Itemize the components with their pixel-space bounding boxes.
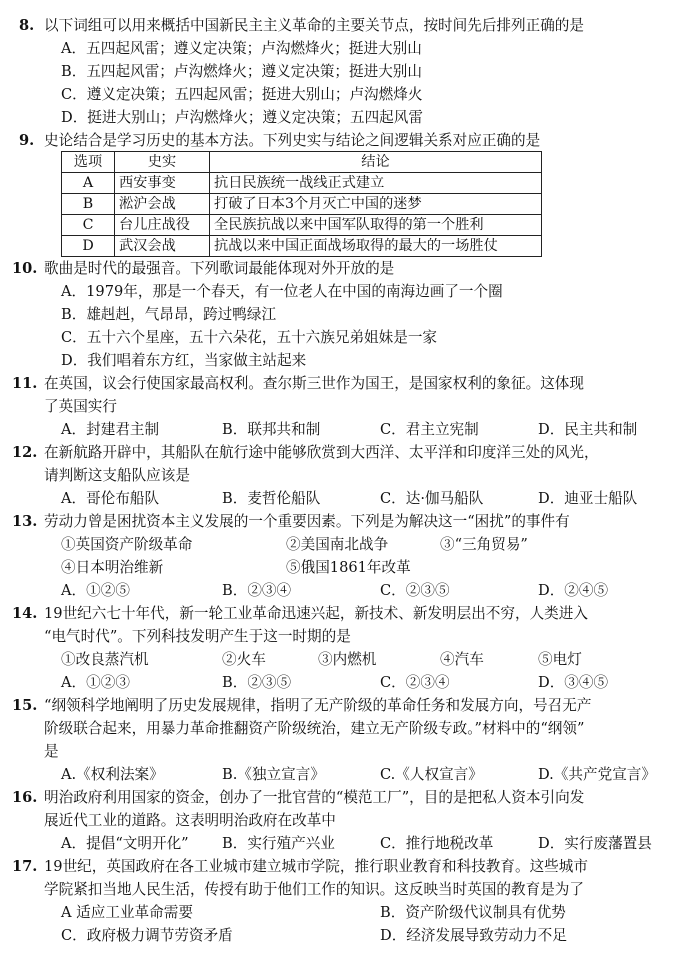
question-17-stem: 19世纪，英国政府在各工业城市建立城市学院，推行职业教育和科技教育。这些城市 [44, 858, 588, 875]
question-14-number: 14. [12, 605, 38, 622]
question-13-item-5: ⑤俄国1861年改革 [286, 559, 411, 576]
question-11-number: 11. [12, 375, 38, 392]
question-14-item-2: ②火车 [222, 651, 266, 668]
table-header: 史实 [115, 152, 210, 173]
question-12-option-a: A．哥伦布船队 [61, 490, 160, 507]
question-15-option-a: A.《权利法案》 [61, 766, 164, 783]
question-15-stem-cont: 阶级联合起来，用暴力革命推翻资产阶级统治，建立无产阶级专政。”材料中的“纲领” [44, 720, 585, 737]
table-cell: 抗战以来中国正面战场取得的最大的一场胜仗 [210, 236, 542, 257]
question-13-item-4: ④日本明治维新 [61, 559, 164, 576]
question-17-option-a: A 适应工业革命需要 [61, 904, 193, 921]
question-14-item-1: ①改良蒸汽机 [61, 651, 149, 668]
question-12-number: 12. [12, 444, 38, 461]
question-16-option-d: D．实行废藩置县 [538, 835, 652, 852]
question-17-number: 17. [12, 858, 38, 875]
question-11-option-c: C．君主立宪制 [380, 421, 479, 438]
question-16-option-a: A．提倡“文明开化” [61, 835, 189, 852]
question-15-stem-end: 是 [44, 743, 59, 760]
question-9-number: 9. [19, 132, 35, 149]
question-13-item-1: ①英国资产阶级革命 [61, 536, 193, 553]
table-cell: 抗日民族统一战线正式建立 [210, 173, 542, 194]
question-14-option-c: C．②③④ [380, 674, 450, 691]
table-header: 结论 [210, 152, 542, 173]
question-17-option-c: C．政府极力调节劳资矛盾 [61, 927, 233, 944]
question-10-number: 10. [12, 260, 38, 277]
question-8-number: 8. [19, 17, 35, 34]
question-14-stem-cont: “电气时代”。下列科技发明产生于这一时期的是 [44, 628, 351, 645]
question-15-option-b: B.《独立宣言》 [222, 766, 325, 783]
question-14-option-d: D．③④⑤ [538, 674, 609, 691]
question-17-option-d: D．经济发展导致劳动力不足 [380, 927, 567, 944]
question-11-option-d: D．民主共和制 [538, 421, 638, 438]
table-cell: C [62, 215, 115, 236]
question-17-option-b: B．资产阶级代议制具有优势 [380, 904, 566, 921]
question-14-stem: 19世纪六七十年代，新一轮工业革命迅速兴起，新技术、新发明层出不穷，人类进入 [44, 605, 588, 622]
table-row [62, 173, 542, 194]
question-14-item-5: ⑤电灯 [538, 651, 582, 668]
question-11-option-a: A．封建君主制 [61, 421, 160, 438]
question-13-option-b: B．②③④ [222, 582, 292, 599]
question-15-option-d: D.《共产党宣言》 [538, 766, 656, 783]
question-10-option-b: B．雄赳赳，气昂昂，跨过鸭绿江 [61, 306, 277, 323]
question-12-option-d: D．迪亚士船队 [538, 490, 638, 507]
question-13-item-2: ②美国南北战争 [286, 536, 389, 553]
question-16-stem: 明治政府利用国家的资金，创办了一批官营的“模范工厂”，目的是把私人资本引向发 [44, 789, 585, 806]
table-header: 选项 [62, 152, 115, 173]
table-cell: 全民族抗战以来中国军队取得的第一个胜利 [210, 215, 542, 236]
question-16-number: 16. [12, 789, 38, 806]
question-14-option-b: B．②③⑤ [222, 674, 292, 691]
table-cell: 武汉会战 [115, 236, 210, 257]
question-14-option-a: A．①②③ [61, 674, 130, 691]
question-8-option-d: D．挺进大别山；卢沟燃烽火；遵义定决策；五四起风雷 [61, 109, 423, 126]
question-10-option-c: C．五十六个星座，五十六朵花，五十六族兄弟姐妹是一家 [61, 329, 438, 346]
question-16-option-c: C．推行地税改革 [380, 835, 494, 852]
question-15-stem: “纲领科学地阐明了历史发展规律，指明了无产阶级的革命任务和发展方向，号召无产 [44, 697, 592, 714]
question-10-option-d: D．我们唱着东方红，当家做主站起来 [61, 352, 307, 369]
table-cell: 打破了日本3个月灭亡中国的迷梦 [210, 194, 542, 215]
question-12-option-c: C．达·伽马船队 [380, 490, 484, 507]
question-13-number: 13. [12, 513, 38, 530]
question-13-option-c: C．②③⑤ [380, 582, 450, 599]
question-12-option-b: B．麦哲伦船队 [222, 490, 321, 507]
table-cell: D [62, 236, 115, 257]
question-11-option-b: B．联邦共和制 [222, 421, 321, 438]
question-12-stem: 在新航路开辟中，其船队在航行途中能够欣赏到大西洋、太平洋和印度洋三处的风光， [44, 444, 599, 461]
question-13-option-d: D．②④⑤ [538, 582, 609, 599]
question-11-stem-cont: 了英国实行 [44, 398, 117, 415]
question-9-table [61, 151, 542, 257]
table-cell: 台儿庄战役 [115, 215, 210, 236]
question-14-item-4: ④汽车 [440, 651, 484, 668]
question-17-stem-cont: 学院紧扣当地人民生活，传授有助于他们工作的知识。这反映当时英国的教育是为了 [44, 881, 584, 898]
question-15-number: 15. [12, 697, 38, 714]
table-header-row [62, 152, 542, 173]
question-13-option-a: A．①②⑤ [61, 582, 130, 599]
question-9-stem: 史论结合是学习历史的基本方法。下列史实与结论之间逻辑关系对应正确的是 [44, 132, 541, 149]
question-8-option-c: C．遵义定决策；五四起风雷；挺进大别山；卢沟燃烽火 [61, 86, 423, 103]
table-row [62, 194, 542, 215]
question-8-option-b: B．五四起风雷；卢沟燃烽火；遵义定决策；挺进大别山 [61, 63, 422, 80]
question-10-stem: 歌曲是时代的最强音。下列歌词最能体现对外开放的是 [44, 260, 395, 277]
question-10-option-a: A．1979年，那是一个春天，有一位老人在中国的南海边画了一个圈 [61, 283, 503, 300]
table-row [62, 215, 542, 236]
table-row [62, 236, 542, 257]
table-cell: 淞沪会战 [115, 194, 210, 215]
question-13-item-3: ③“三角贸易” [440, 536, 528, 553]
question-8-option-a: A．五四起风雷；遵义定决策；卢沟燃烽火；挺进大别山 [61, 40, 422, 57]
question-11-stem: 在英国，议会行使国家最高权利。查尔斯三世作为国王，是国家权利的象征。这体现 [44, 375, 584, 392]
table-cell: 西安事变 [115, 173, 210, 194]
table-cell: B [62, 194, 115, 215]
table-cell: A [62, 173, 115, 194]
question-13-stem: 劳动力曾是困扰资本主义发展的一个重要因素。下列是为解决这一“困扰”的事件有 [44, 513, 570, 530]
question-8-stem: 以下词组可以用来概括中国新民主主义革命的主要关节点，按时间先后排列正确的是 [44, 17, 584, 34]
question-15-option-c: C.《人权宣言》 [380, 766, 483, 783]
question-14-item-3: ③内燃机 [318, 651, 377, 668]
question-12-stem-cont: 请判断这支船队应该是 [44, 467, 190, 484]
question-16-stem-cont: 展近代工业的道路。这表明明治政府在改革中 [44, 812, 336, 829]
question-16-option-b: B．实行殖产兴业 [222, 835, 335, 852]
